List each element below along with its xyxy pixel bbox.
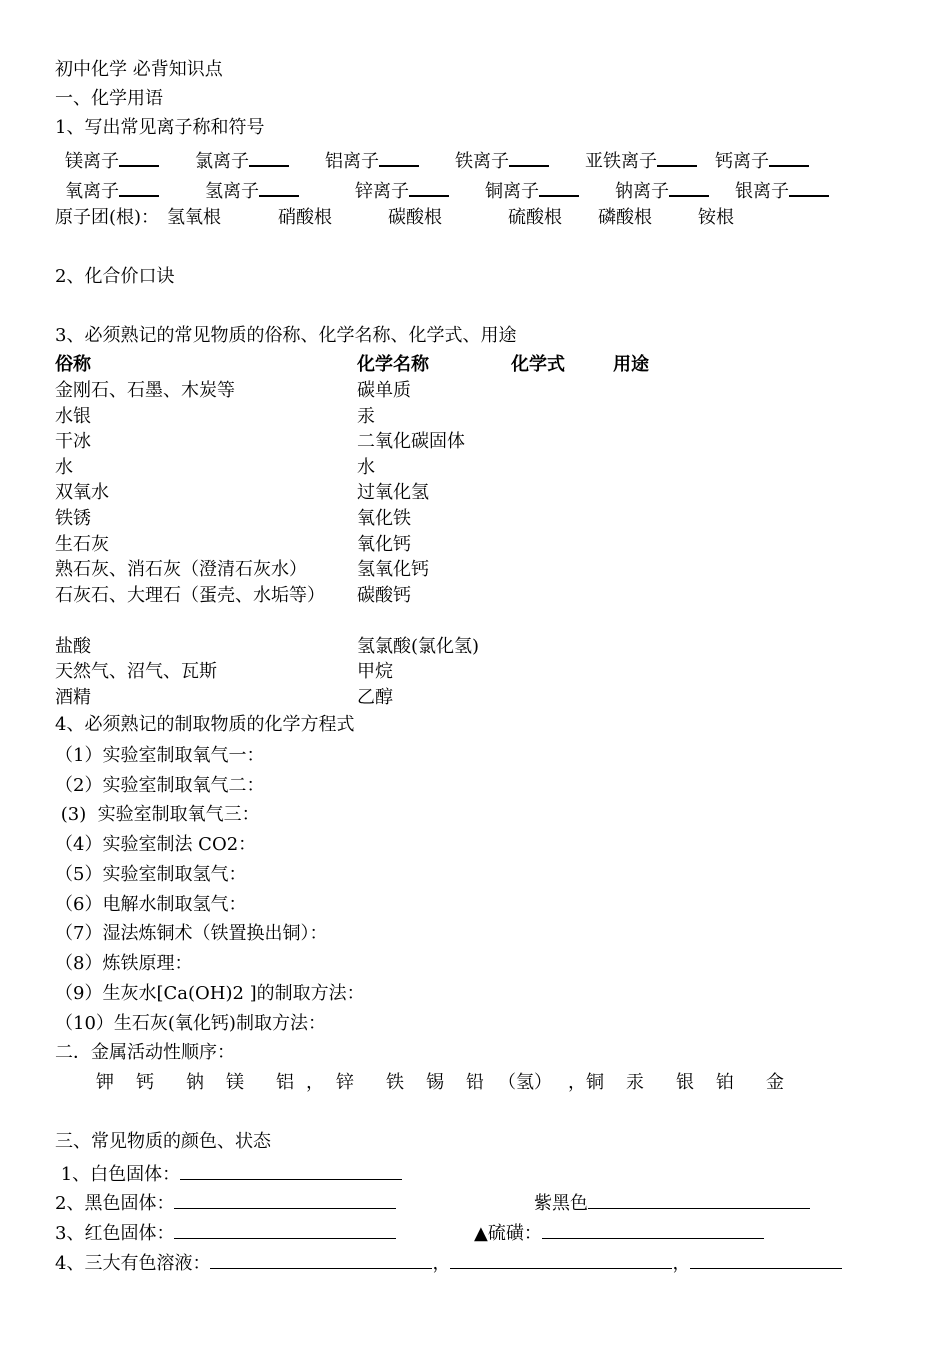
col-header-formula: 化学式 [511,354,565,375]
section-3-heading: 三、常见物质的颜色、状态 [55,1131,271,1152]
q4-item: （9）生灰水[Ca(OH)2 ]的制取方法： [55,983,365,1004]
radical-item: 碳酸根 [388,207,442,228]
q4-heading: 4、必须熟记的制取物质的化学方程式 [55,714,355,735]
row-chem-name: 过氧化氢 [357,482,429,503]
row-common: 盐酸 [55,636,91,657]
radical-item: 硫酸根 [508,207,562,228]
metal-item: 镁 [226,1072,244,1093]
q1-heading: 1、写出常见离子称和符号 [55,117,265,138]
row-common: 酒精 [55,687,91,708]
white-solid-row: 1、白色固体： [55,1163,402,1184]
radical-item: 氢氧根 [167,207,221,228]
metal-item: 铂 [716,1072,734,1093]
q4-item: （10）生石灰(氧化钙)制取方法： [55,1013,326,1034]
row-common: 水 [55,457,73,478]
row-common: 生石灰 [55,534,109,555]
q2-heading: 2、化合价口诀 [55,266,175,287]
section-1-heading: 一、化学用语 [55,88,163,109]
ion-item: 银离子 [735,179,829,201]
metal-item: 银 [676,1072,694,1093]
ion-item: 钠离子 [615,179,709,201]
row-chem-name: 汞 [357,406,375,427]
metal-item: 钠 [186,1072,204,1093]
doc-title: 初中化学 必背知识点 [55,59,223,80]
metal-item: （氢） [498,1072,552,1093]
row-chem-name: 碳酸钙 [357,585,411,606]
row-chem-name: 氧化铁 [357,508,411,529]
metal-item: 金 [766,1072,784,1093]
ion-item: 氯离子 [195,149,289,171]
metal-item: ，铜 [568,1072,604,1093]
col-header-chem-name: 化学名称 [357,354,429,375]
purple-black-row: 紫黑色 [534,1192,810,1213]
q3-heading: 3、必须熟记的常见物质的俗称、化学名称、化学式、用途 [55,325,517,346]
q4-item: (3) 实验室制取氧气三： [55,804,260,825]
row-chem-name: 碳单质 [357,380,411,401]
col-header-use: 用途 [613,354,649,375]
red-solid-row: 3、红色固体： [55,1222,396,1243]
row-chem-name: 二氧化碳固体 [357,431,465,452]
metal-item: 锡 [426,1072,444,1093]
q4-item: （2）实验室制取氧气二： [55,775,265,796]
row-common: 水银 [55,406,91,427]
ion-item: 铜离子 [485,179,579,201]
ion-item: 镁离子 [65,149,159,171]
sulfur-row: ▲硫磺： [474,1222,764,1243]
row-common: 天然气、沼气、瓦斯 [55,661,217,682]
section-2-heading: 二．金属活动性顺序： [55,1042,235,1063]
metal-item: 铝 [276,1072,294,1093]
row-chem-name: 乙醇 [357,687,393,708]
black-solid-row: 2、黑色固体： [55,1192,396,1213]
row-chem-name: 氧化钙 [357,534,411,555]
row-chem-name: 甲烷 [357,661,393,682]
q4-item: （5）实验室制取氢气： [55,864,247,885]
row-common: 铁锈 [55,508,91,529]
radical-item: 磷酸根 [598,207,652,228]
ion-item: 铝离子 [325,149,419,171]
metal-item: 铅 [466,1072,484,1093]
metal-item: 钾 [96,1072,114,1093]
colored-solutions-row: 4、三大有色溶液： ， ， [55,1252,842,1273]
q4-item: （7）湿法炼铜术（铁置换出铜）： [55,923,328,944]
q4-item: （6）电解水制取氢气： [55,894,247,915]
q4-item: （8）炼铁原理： [55,953,193,974]
metal-item: 钙 [136,1072,154,1093]
col-header-common: 俗称 [55,354,91,375]
radicals-label: 原子团(根)： [55,207,160,228]
radical-item: 硝酸根 [278,207,332,228]
ion-item: 氢离子 [205,179,299,201]
ion-item: 亚铁离子 [585,149,697,171]
metal-item: 汞 [626,1072,644,1093]
row-common: 石灰石、大理石（蛋壳、水垢等） [55,585,325,606]
row-chem-name: 氢氧化钙 [357,559,429,580]
metal-item: 铁 [386,1072,404,1093]
radical-item: 铵根 [698,207,734,228]
metal-item: 锌 [336,1072,354,1093]
row-chem-name: 水 [357,457,375,478]
q4-item: （4）实验室制法 CO2： [55,834,257,855]
row-chem-name: 氢氯酸(氯化氢) [357,636,480,657]
row-common: 熟石灰、消石灰（澄清石灰水） [55,559,307,580]
q4-item: （1）实验室制取氧气一： [55,745,265,766]
row-common: 干冰 [55,431,91,452]
row-common: 双氧水 [55,482,109,503]
metal-item: ， [306,1072,324,1093]
ion-item: 氧离子 [65,179,159,201]
row-common: 金刚石、石墨、木炭等 [55,380,235,401]
ion-item: 铁离子 [455,149,549,171]
ion-item: 钙离子 [715,149,809,171]
ion-item: 锌离子 [355,179,449,201]
